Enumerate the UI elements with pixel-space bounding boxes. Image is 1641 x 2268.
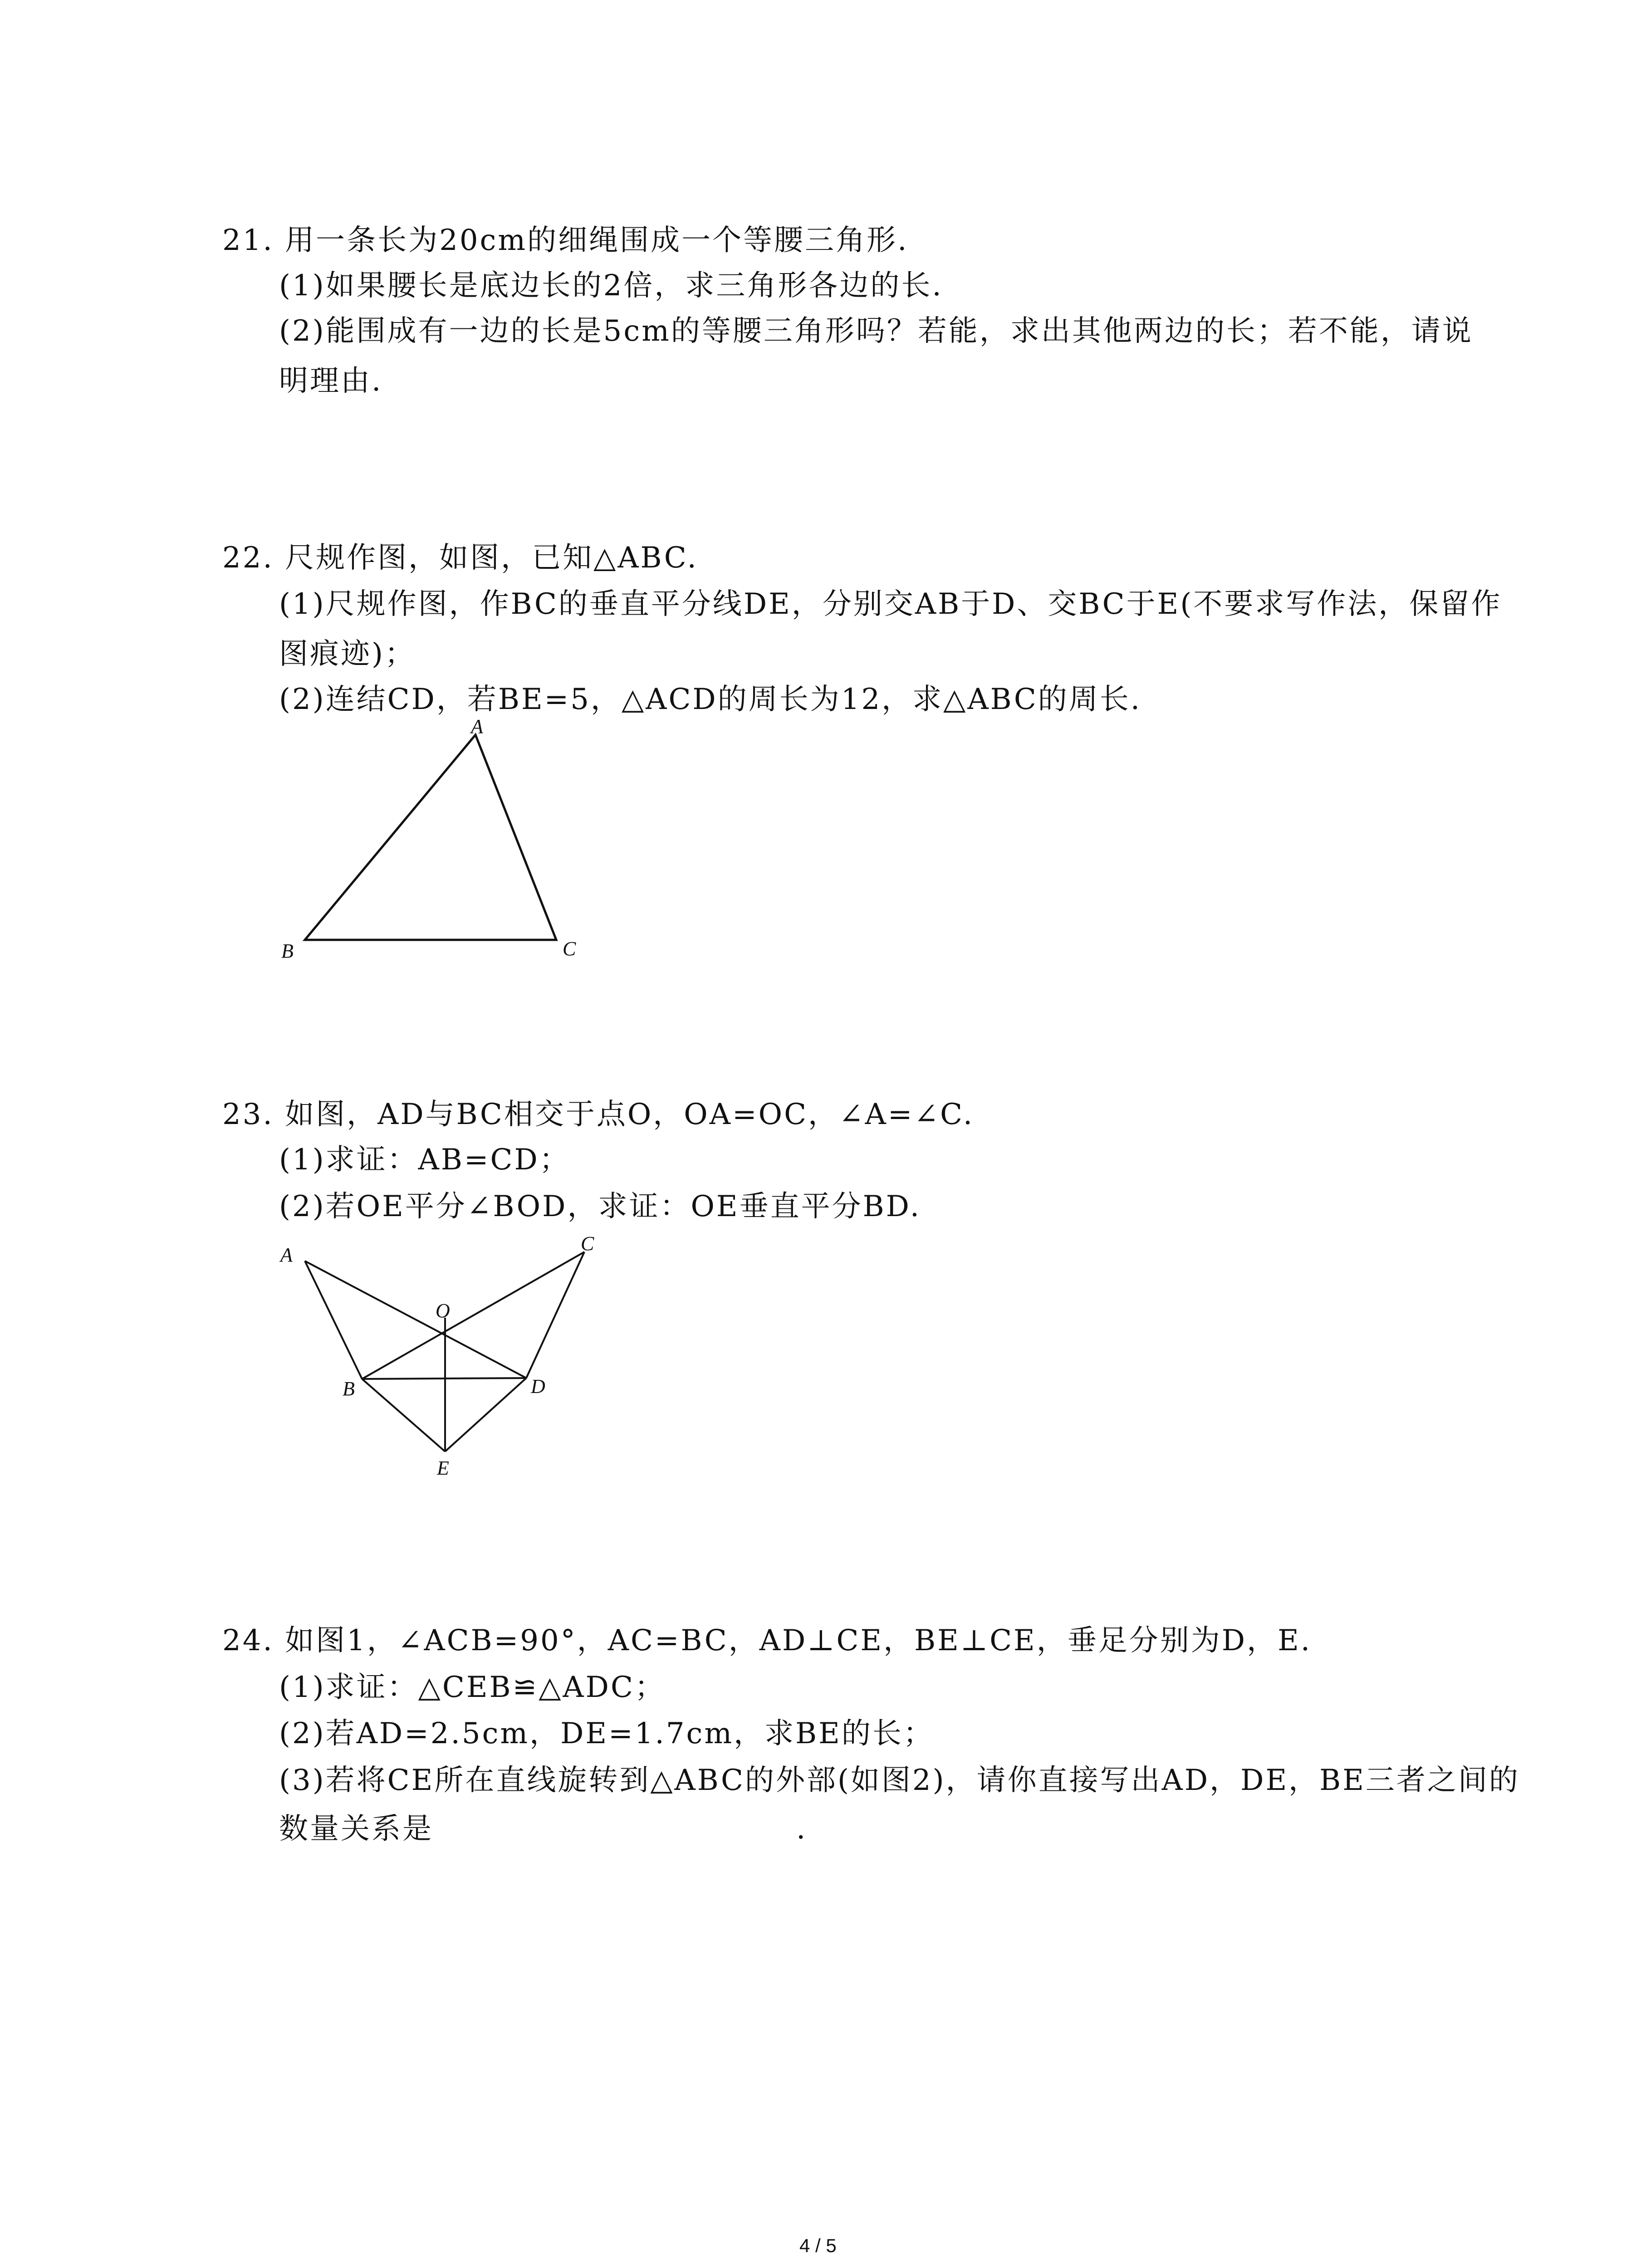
q24-stem: 24. 如图1，∠ACB=90°，AC=BC，AD⊥CE，BE⊥CE，垂足分别为D，E.	[222, 1624, 1312, 1657]
q21-part2-line2: 明理由.	[279, 364, 383, 398]
q22-part1-line2: 图痕迹)；	[279, 637, 416, 671]
segment-be	[362, 1379, 445, 1452]
q24-part3-end-period: .	[796, 1812, 808, 1846]
segment-ab	[305, 1261, 362, 1379]
q23-stem: 23. 如图，AD与BC相交于点O，OA=OC，∠A=∠C.	[222, 1098, 975, 1131]
q21-stem: 21. 用一条长为20cm的细绳围成一个等腰三角形.	[222, 224, 909, 257]
segment-cb	[362, 1252, 584, 1379]
q23-label-a: A	[280, 1244, 293, 1266]
q22-part2: (2)连结CD，若BE=5，△ACD的周长为12，求△ABC的周长.	[279, 683, 1142, 716]
q22-triangle-figure	[272, 708, 617, 971]
q22-part1-line1: (1)尺规作图，作BC的垂直平分线DE，分别交AB于D、交BC于E(不要求写作法，保留作	[279, 587, 1502, 621]
q24-part1: (1)求证：△CEB≌△ADC；	[279, 1671, 666, 1704]
q22-label-a: A	[471, 715, 483, 738]
q22-label-c: C	[563, 938, 576, 960]
q22-label-b: B	[281, 940, 294, 962]
q21-part2-line1: (2)能围成有一边的长是5cm的等腰三角形吗？若能，求出其他两边的长；若不能，请说	[279, 314, 1473, 348]
q23-label-c: C	[581, 1232, 594, 1255]
q23-part2: (2)若OE平分∠BOD，求证：OE垂直平分BD.	[279, 1190, 921, 1223]
q23-geometry-figure	[272, 1225, 617, 1479]
q23-label-o: O	[436, 1300, 450, 1322]
segment-ad	[305, 1261, 526, 1378]
q23-label-d: D	[531, 1375, 545, 1398]
segment-de	[445, 1378, 526, 1452]
triangle-abc	[305, 735, 556, 940]
q21-part1: (1)如果腰长是底边长的2倍，求三角形各边的长.	[279, 269, 943, 303]
q23-label-e: E	[437, 1457, 449, 1479]
page-number: 4 / 5	[799, 2235, 837, 2256]
q23-label-b: B	[343, 1378, 355, 1400]
q24-part3-line1: (3)若将CE所在直线旋转到△ABC的外部(如图2)，请你直接写出AD，DE，BE三者之间的	[279, 1764, 1520, 1797]
q22-stem: 22. 尺规作图，如图，已知△ABC.	[222, 541, 698, 575]
segment-cd	[526, 1252, 584, 1378]
q24-part2: (2)若AD=2.5cm，DE=1.7cm，求BE的长；	[279, 1717, 934, 1750]
q24-part3-line2: 数量关系是	[279, 1812, 433, 1846]
q23-part1: (1)求证：AB=CD；	[279, 1143, 570, 1177]
